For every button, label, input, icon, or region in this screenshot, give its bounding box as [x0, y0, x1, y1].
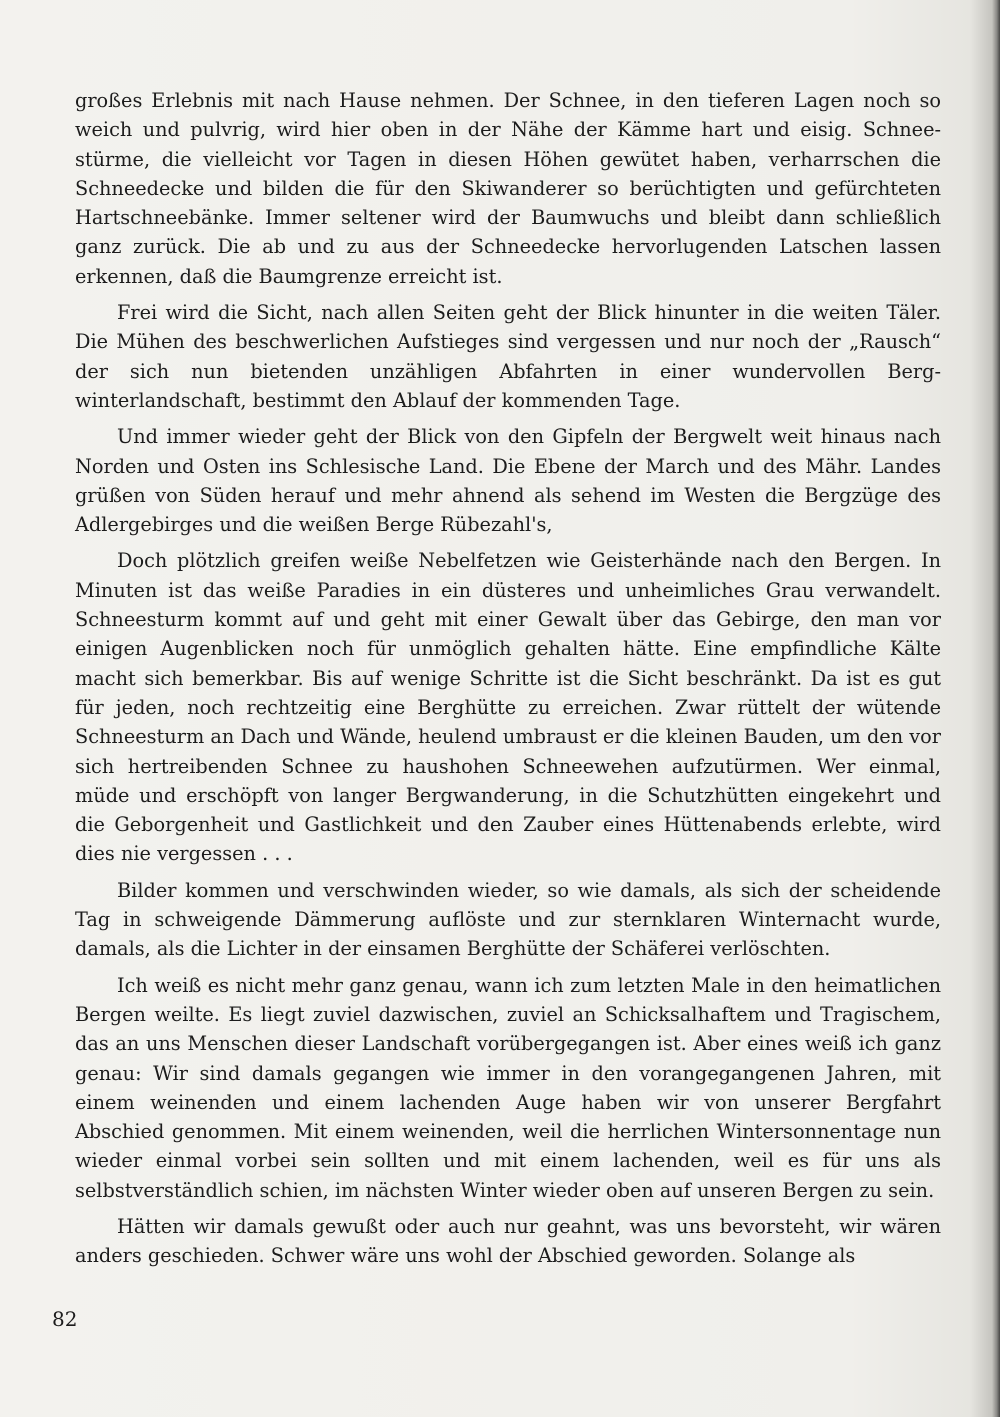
paragraph-3: Und immer wieder geht der Blick von den Gipfeln der Bergwelt weit hinaus nach Norden und Osten ins Schlesische Land. Die Ebene der March und des Mähr. Landes grüßen von Süden herauf und mehr ahnend als sehend im Westen die Bergzüge des Adlergebirges und die weißen Berge Rübezahl's,	[75, 425, 941, 537]
paragraph-1: großes Erlebnis mit nach Hause nehmen. Der Schnee, in den tieferen Lagen noch so weich und pulvrig, wird hier oben in der Nähe der Kämme hart und eisig. Schneestürme, die vielleicht vor Tagen in diesen Höhen gewütet haben, verharrschen die Schneedecke und bilden die für den Skiwanderer so berüchtigten und gefürchteten Hartschneebänke. Immer seltener wird der Baumwuchs und bleibt dann schließlich ganz zurück. Die ab und zu aus der Schneedecke hervorlugenden Latschen lassen erkennen, daß die Baumgrenze erreicht ist.	[75, 89, 941, 288]
paragraph-2: Frei wird die Sicht, nach allen Seiten geht der Blick hinunter in die weiten Täler. Die Mühen des beschwerlichen Aufstieges sind vergessen und nur noch der „Rausch“ der sich nun bietenden unzähligen Abfahrten in einer wundervollen Bergwinterlandschaft, bestimmt den Ablauf der kommenden Tage.	[75, 301, 941, 412]
page-binding-edge	[992, 0, 1000, 1417]
body-text	[75, 86, 941, 1278]
paragraph-7: Hätten wir damals gewußt oder auch nur geahnt, was uns bevorsteht, wir wären anders geschieden. Schwer wäre uns wohl der Abschied geworden. Solange als	[75, 1214, 941, 1268]
paragraph-5: Bilder kommen und verschwinden wieder, so wie damals, als sich der scheidende Tag in schweigende Dämmerung auflöste und zur sternklaren Winternacht wurde, damals, als die Lichter in der einsamen Berghütte der Schäferei verlöschten.	[75, 878, 941, 961]
paragraph-4: Doch plötzlich greifen weiße Nebelfetzen wie Geisterhände nach den Bergen. In Minuten ist das weiße Paradies in ein düsteres und unheimliches Grau verwandelt. Schneesturm kommt auf und geht mit einer Gewalt über das Gebirge, den man vor einigen Augenblicken noch für unmöglich gehalten hätte. Eine empfindliche Kälte macht sich bemerkbar. Bis auf wenige Schritte ist die Sicht beschränkt. Da ist es gut für jeden, noch rechtzeitig eine Berghütte zu erreichen. Zwar rüttelt der wütende Schneesturm an Dach und Wände, heulend umbraust er die kleinen Bauden, um den vor sich hertreibenden Schnee zu haushohen Schneewehen aufzutürmen. Wer einmal, müde und erschöpft von langer Bergwanderung, in die Schutzhütten eingekehrt und die Geborgenheit und Gastlichkeit und den Zauber eines Hüttenabends erlebte, wird dies nie vergessen . . .	[75, 549, 941, 866]
page-number: 82	[52, 1307, 78, 1331]
paragraph-6: Ich weiß es nicht mehr ganz genau, wann ich zum letzten Male in den heimatlichen Bergen weilte. Es liegt zuviel dazwischen, zuviel an Schicksalhaftem und Tragischem, das an uns Menschen dieser Landschaft vorübergegangen ist. Aber eines weiß ich ganz genau: Wir sind damals gegangen wie immer in den vorangegangenen Jahren, mit einem weinenden und einem lachenden Auge haben wir von unserer Bergfahrt Abschied genommen. Mit einem weinenden, weil die herrlichen Wintersonnentage nun wieder einmal vorbei sein sollten und mit einem lachenden, weil es für uns als selbstverständlich schien, im nächsten Winter wieder oben auf unseren Bergen zu sein.	[75, 973, 941, 1202]
